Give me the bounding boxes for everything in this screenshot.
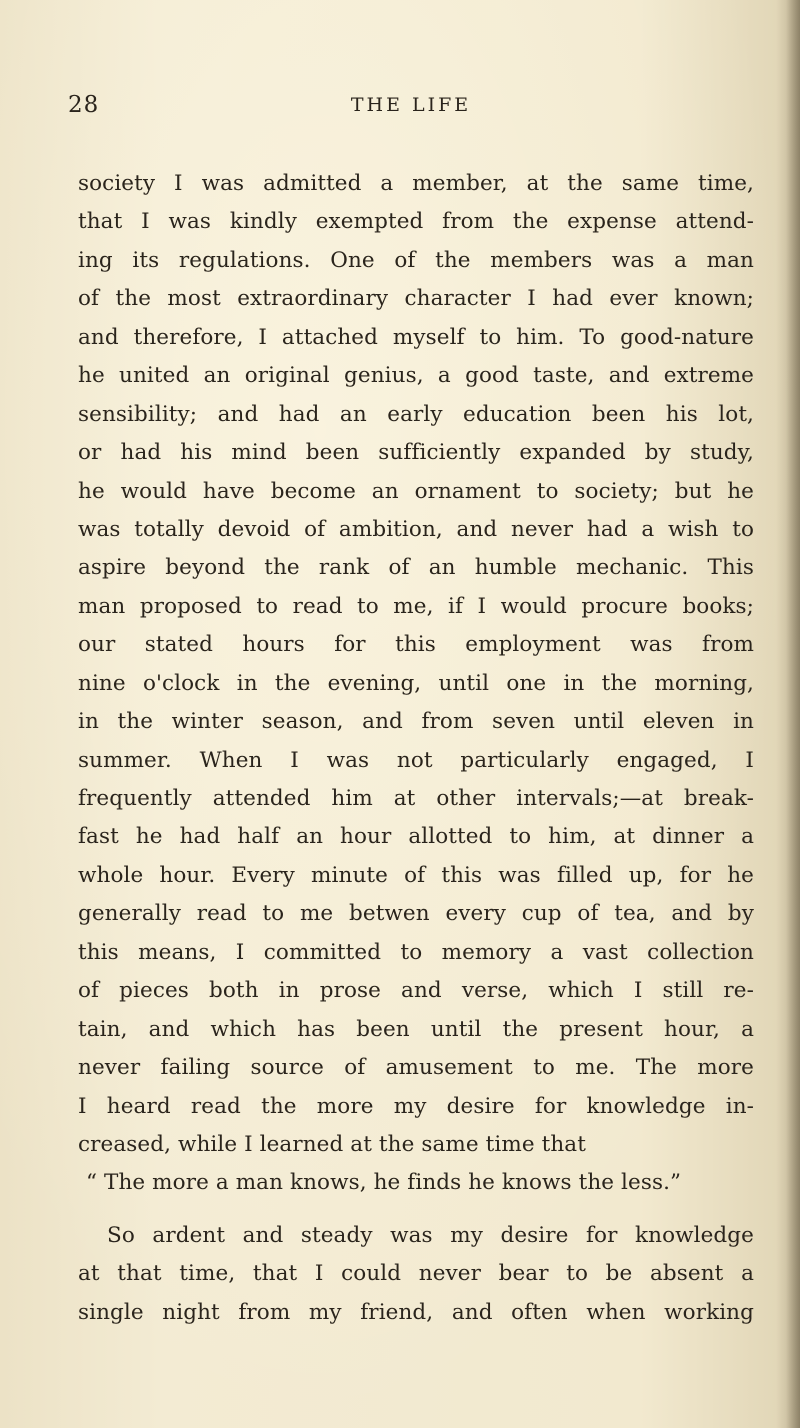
text-line: nine o'clock in the evening, until one in the morning, (78, 670, 754, 696)
text-line: creased, while I learned at the same time that (78, 1131, 586, 1157)
text-line: single night from my friend, and often when working (78, 1299, 754, 1325)
paragraph-1 (78, 165, 754, 1164)
text-line: tain, and which has been until the present hour, a (78, 1016, 754, 1042)
page-edge-shadow (786, 0, 800, 1428)
body-text (78, 165, 754, 1332)
text-line: he would have become an ornament to society; but he (78, 478, 754, 504)
text-line: man proposed to read to me, if I would procure books; (78, 593, 754, 619)
running-head: THE LIFE (350, 94, 472, 116)
paragraph-gap (78, 1203, 754, 1217)
text-line: summer. When I was not particularly engaged, I (78, 747, 754, 773)
paragraph-2 (78, 1217, 754, 1332)
text-line: generally read to me betwen every cup of tea, and by (78, 901, 754, 927)
text-line: this means, I committed to memory a vast collection (78, 939, 754, 965)
text-line: he united an original genius, a good taste, and extreme (78, 363, 754, 389)
text-line: whole hour. Every minute of this was filled up, for he (78, 862, 754, 888)
text-line: at that time, that I could never bear to be absent a (78, 1261, 754, 1287)
page-number: 28 (68, 92, 100, 118)
text-line: or had his mind been sufficiently expanded by study, (78, 440, 754, 466)
text-line: sensibility; and had an early education been his lot, (78, 401, 754, 427)
text-line: in the winter season, and from seven until eleven in (78, 709, 754, 735)
text-line: aspire beyond the rank of an humble mechanic. This (78, 555, 754, 581)
page-header (68, 92, 748, 132)
text-line: never failing source of amusement to me. The more (78, 1055, 754, 1081)
text-line: our stated hours for this employment was from (78, 632, 754, 658)
text-line: was totally devoid of ambition, and never had a wish to (78, 516, 754, 542)
quotation: “ The more a man knows, he finds he knows the less.” (86, 1170, 682, 1196)
text-line: of pieces both in prose and verse, which I still re- (78, 978, 754, 1004)
text-line: ing its regulations. One of the members was a man (78, 247, 754, 273)
text-line: I heard read the more my desire for knowledge in- (78, 1093, 754, 1119)
text-line: frequently attended him at other intervals;—at break- (78, 786, 754, 811)
text-line: and therefore, I attached myself to him. To good-nature (78, 324, 754, 350)
text-line: So ardent and steady was my desire for knowledge (107, 1222, 754, 1248)
text-line: that I was kindly exempted from the expense attend- (78, 209, 754, 235)
text-line: fast he had half an hour allotted to him, at dinner a (78, 824, 754, 850)
text-line: society I was admitted a member, at the same time, (78, 171, 754, 196)
text-line: of the most extraordinary character I had ever known; (78, 286, 754, 312)
